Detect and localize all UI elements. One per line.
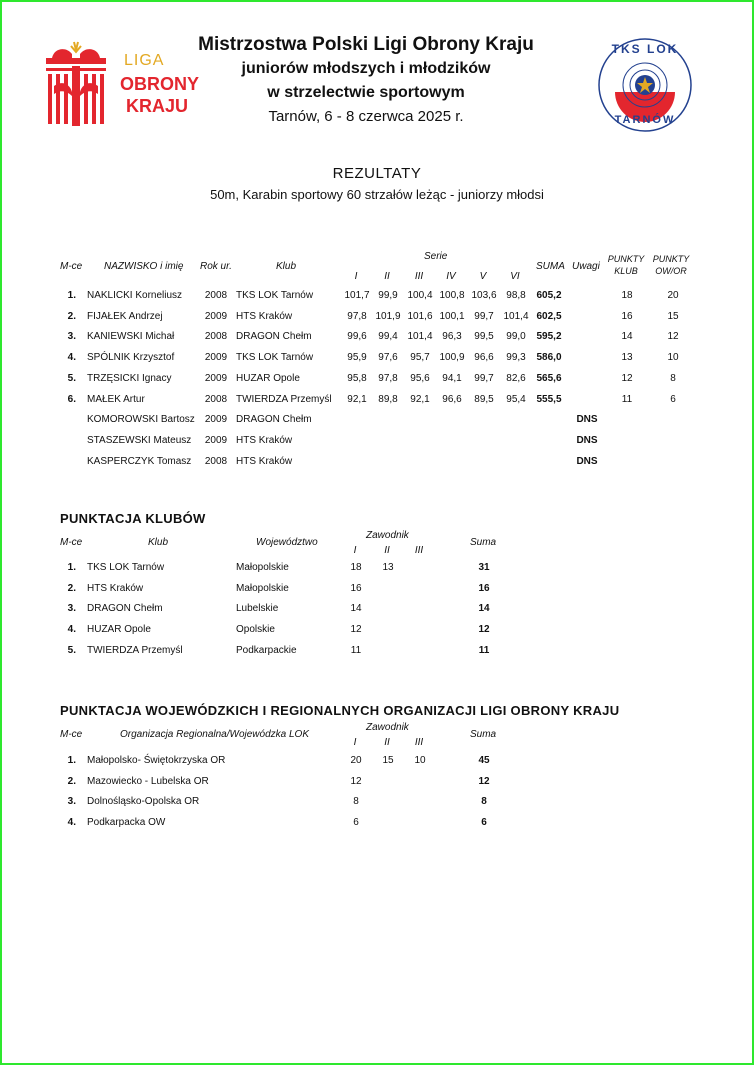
- row-series-6: 95,4: [506, 393, 526, 405]
- regions-row-sum: 12: [478, 775, 490, 787]
- regions-col-1: I: [353, 737, 357, 748]
- clubs-row-region: Opolskie: [236, 624, 275, 636]
- row-series-6: 82,6: [506, 372, 526, 384]
- row-series-1: 101,7: [344, 290, 370, 301]
- page-subtitle-2: w strzelectwie sportowym: [267, 84, 465, 101]
- logo-line-liga: LIGA: [124, 52, 165, 69]
- regions-section-title: PUNKTACJA WOJEWÓDZKICH I REGIONALNYCH ORGANIZACJI LIGI OBRONY KRAJU: [60, 703, 620, 718]
- row-sum: 586,0: [536, 352, 562, 364]
- tks-lok-logo: [596, 36, 694, 134]
- row-name: MAŁEK Artur: [87, 393, 145, 405]
- regions-row-place: 2.: [67, 775, 76, 787]
- row-series-5: 99,7: [474, 372, 494, 384]
- clubs-row-sum: 31: [478, 562, 490, 573]
- row-club-points: 13: [621, 352, 633, 364]
- row-name: SPÓLNIK Krzysztof: [87, 352, 175, 364]
- col-sum: SUMA: [536, 261, 565, 272]
- logo-line-obrony: OBRONY: [120, 74, 200, 94]
- row-ow-points: 10: [667, 352, 679, 364]
- row-year: 2009: [204, 352, 228, 364]
- col-series-group: Serie: [424, 251, 448, 262]
- regions-col-sum: Suma: [470, 729, 497, 740]
- row-club: TKS LOK Tarnów: [236, 352, 314, 364]
- row-place: 6.: [67, 393, 76, 405]
- results-title: REZULTATY: [332, 165, 422, 182]
- regions-row-org: Mazowiecko - Lubelska OR: [87, 775, 209, 787]
- row-name: KOMOROWSKI Bartosz: [87, 414, 195, 426]
- regions-row-org: Podkarpacka OW: [87, 817, 166, 829]
- row-series-4: 96,3: [442, 331, 462, 343]
- row-club: DRAGON Chełm: [236, 331, 312, 343]
- regions-row: [0, 817, 754, 831]
- regions-row-pts-1: 12: [350, 775, 362, 787]
- row-place: 3.: [67, 331, 76, 343]
- regions-row-org: Małopolsko- Świętokrzyska OR: [87, 755, 226, 766]
- row-series-1: 95,8: [347, 372, 367, 384]
- clubs-row-sum: 16: [478, 582, 490, 594]
- clubs-row-place: 3.: [67, 603, 76, 615]
- row-ow-points: 8: [670, 372, 676, 384]
- row-series-2: 97,6: [378, 352, 398, 364]
- clubs-row-club: TWIERDZA Przemyśl: [87, 644, 183, 656]
- clubs-row-sum: 12: [478, 624, 490, 636]
- clubs-row-pts-1: 16: [350, 582, 362, 594]
- row-sum: 595,2: [536, 331, 562, 343]
- row-series-3: 100,4: [407, 290, 433, 301]
- regions-col-org: Organizacja Regionalna/Wojewódzka LOK: [120, 729, 309, 740]
- clubs-row-club: DRAGON Chełm: [87, 603, 163, 615]
- row-series-1: 99,6: [347, 331, 367, 343]
- regions-col-place: M-ce: [60, 729, 83, 740]
- row-sum: 605,2: [536, 290, 562, 301]
- row-year: 2009: [204, 310, 228, 322]
- col-series-3: III: [414, 271, 424, 282]
- row-series-4: 100,9: [439, 352, 465, 364]
- regions-row-sum: 6: [481, 817, 487, 829]
- clubs-row-region: Podkarpackie: [236, 644, 297, 656]
- results-row: [0, 414, 754, 428]
- col-series-2: II: [384, 271, 390, 282]
- row-series-2: 101,9: [375, 310, 401, 322]
- clubs-row-pts-1: 12: [350, 624, 362, 636]
- clubs-col-region: Województwo: [256, 537, 318, 548]
- row-series-4: 96,6: [442, 393, 462, 405]
- row-notes: DNS: [576, 434, 598, 446]
- row-club: TKS LOK Tarnów: [236, 290, 314, 301]
- regions-col-3: III: [414, 737, 424, 748]
- row-year: 2009: [204, 372, 228, 384]
- regions-row-org: Dolnośląsko-Opolska OR: [87, 796, 200, 808]
- row-year: 2008: [204, 393, 228, 405]
- row-series-2: 89,8: [378, 393, 398, 405]
- row-year: 2009: [204, 434, 228, 446]
- row-series-3: 92,1: [410, 393, 430, 405]
- row-series-1: 97,8: [347, 310, 367, 322]
- row-series-5: 99,5: [474, 331, 494, 343]
- clubs-col-1: I: [353, 545, 357, 556]
- regions-col-2: II: [384, 737, 390, 748]
- results-row: [0, 311, 754, 325]
- clubs-row-place: 4.: [67, 624, 76, 636]
- results-row: [0, 352, 754, 366]
- page-title: Mistrzostwa Polski Ligi Obrony Kraju: [198, 34, 534, 55]
- clubs-row-sum: 14: [478, 603, 490, 615]
- col-club: Klub: [276, 261, 297, 272]
- col-series-4: IV: [446, 271, 456, 282]
- row-series-2: 99,4: [378, 331, 398, 343]
- col-place: M-ce: [60, 261, 83, 272]
- row-sum: 555,5: [536, 393, 562, 405]
- results-row: [0, 373, 754, 387]
- row-year: 2008: [204, 455, 228, 467]
- col-series-5: V: [479, 271, 487, 282]
- row-series-4: 94,1: [442, 372, 462, 384]
- clubs-row-club: HUZAR Opole: [87, 624, 151, 636]
- regions-row-pts-3: 10: [414, 755, 426, 766]
- row-ow-points: 12: [667, 331, 679, 343]
- col-club-points-1: PUNKTY: [607, 254, 645, 264]
- row-club: HUZAR Opole: [236, 372, 300, 384]
- row-series-1: 95,9: [347, 352, 367, 364]
- row-name: KANIEWSKI Michał: [87, 331, 175, 343]
- clubs-row-pts-1: 18: [350, 562, 362, 573]
- clubs-row: [0, 603, 754, 617]
- row-series-5: 103,6: [471, 290, 497, 301]
- row-place: 2.: [67, 310, 76, 322]
- row-place: 4.: [67, 352, 76, 364]
- row-sum: 602,5: [536, 310, 562, 322]
- row-series-5: 89,5: [474, 393, 494, 405]
- row-ow-points: 6: [670, 393, 676, 405]
- clubs-col-sum: Suma: [470, 537, 497, 548]
- competition-name: 50m, Karabin sportowy 60 strzałów leżąc - juniorzy młodsi: [210, 187, 544, 202]
- clubs-row-region: Małopolskie: [236, 582, 289, 594]
- clubs-col-2: II: [384, 545, 390, 556]
- regions-row: [0, 796, 754, 810]
- clubs-row: [0, 645, 754, 659]
- regions-row-pts-1: 6: [353, 817, 359, 829]
- row-name: STASZEWSKI Mateusz: [87, 434, 192, 446]
- row-series-6: 99,0: [506, 331, 526, 343]
- row-series-4: 100,8: [439, 290, 465, 301]
- clubs-row-pts-2: 13: [382, 562, 394, 573]
- regions-col-group: Zawodnik: [366, 722, 409, 733]
- row-series-6: 99,3: [506, 352, 526, 364]
- row-year: 2008: [204, 290, 228, 301]
- row-place: 5.: [67, 372, 76, 384]
- results-row: [0, 290, 754, 304]
- regions-row-pts-1: 8: [353, 796, 359, 808]
- regions-row-place: 3.: [67, 796, 76, 808]
- row-name: NAKLICKI Korneliusz: [87, 290, 183, 301]
- row-series-3: 95,6: [410, 372, 430, 384]
- row-club: HTS Kraków: [236, 434, 293, 446]
- location-date: Tarnów, 6 - 8 czerwca 2025 r.: [268, 108, 464, 125]
- clubs-row-place: 2.: [67, 582, 76, 594]
- results-row: [0, 331, 754, 345]
- row-series-3: 101,6: [407, 310, 433, 322]
- row-club-points: 18: [621, 290, 633, 301]
- row-club-points: 11: [621, 393, 633, 405]
- clubs-row-pts-1: 11: [350, 644, 362, 656]
- row-series-3: 95,7: [410, 352, 430, 364]
- regions-row: [0, 776, 754, 790]
- clubs-row-club: HTS Kraków: [87, 582, 144, 594]
- regions-row-pts-1: 20: [350, 755, 362, 766]
- clubs-row: [0, 624, 754, 638]
- clubs-row-club: TKS LOK Tarnów: [87, 562, 165, 573]
- results-row: [0, 435, 754, 449]
- row-series-6: 101,4: [503, 310, 529, 322]
- regions-row-sum: 8: [481, 796, 487, 808]
- logo-line-kraju: KRAJU: [126, 96, 189, 116]
- row-club: DRAGON Chełm: [236, 414, 312, 426]
- row-notes: DNS: [576, 455, 598, 467]
- regions-row-pts-2: 15: [382, 755, 394, 766]
- regions-row-sum: 45: [478, 755, 490, 766]
- col-series-1: I: [354, 271, 358, 282]
- clubs-row-sum: 11: [478, 644, 490, 656]
- tks-logo-top-text: TKS LOK: [611, 42, 679, 56]
- clubs-row: [0, 583, 754, 597]
- row-year: 2009: [204, 414, 228, 426]
- row-series-3: 101,4: [407, 331, 433, 343]
- row-club-points: 14: [621, 331, 633, 343]
- lok-logo: [44, 40, 200, 130]
- clubs-row-pts-1: 14: [350, 603, 362, 615]
- clubs-col-place: M-ce: [60, 537, 83, 548]
- col-notes: Uwagi: [572, 261, 600, 272]
- row-name: KASPERCZYK Tomasz: [87, 455, 192, 467]
- row-club: HTS Kraków: [236, 310, 293, 322]
- row-series-6: 98,8: [506, 290, 526, 301]
- row-ow-points: 15: [667, 310, 679, 322]
- row-series-4: 100,1: [439, 310, 465, 322]
- clubs-section-title: PUNKTACJA KLUBÓW: [60, 511, 206, 526]
- clubs-row: [0, 562, 754, 576]
- clubs-row-place: 5.: [67, 644, 76, 656]
- regions-row-place: 1.: [67, 755, 76, 766]
- row-club: HTS Kraków: [236, 455, 293, 467]
- col-ow-points-2: OW/OR: [655, 266, 687, 276]
- tks-logo-bottom-text: TARNÓW: [614, 114, 676, 126]
- row-series-1: 92,1: [347, 393, 367, 405]
- col-year: Rok ur.: [200, 261, 232, 272]
- row-club-points: 12: [621, 372, 633, 384]
- row-series-5: 96,6: [474, 352, 494, 364]
- row-name: TRZĘSICKI Ignacy: [87, 372, 172, 384]
- row-club-points: 16: [621, 310, 633, 322]
- row-name: FIJAŁEK Andrzej: [87, 310, 163, 322]
- clubs-row-region: Lubelskie: [236, 603, 279, 615]
- row-series-2: 97,8: [378, 372, 398, 384]
- clubs-row-place: 1.: [67, 562, 76, 573]
- clubs-col-group: Zawodnik: [366, 530, 409, 541]
- clubs-col-club: Klub: [148, 537, 169, 548]
- regions-row-place: 4.: [67, 817, 76, 829]
- col-ow-points-1: PUNKTY: [652, 254, 690, 264]
- row-club: TWIERDZA Przemyśl: [236, 393, 332, 405]
- clubs-row-region: Małopolskie: [236, 562, 289, 573]
- row-ow-points: 20: [667, 290, 679, 301]
- row-series-5: 99,7: [474, 310, 494, 322]
- row-place: 1.: [67, 290, 76, 301]
- results-row: [0, 456, 754, 470]
- col-name: NAZWISKO i imię: [104, 261, 184, 272]
- results-row: [0, 394, 754, 408]
- regions-row: [0, 755, 754, 769]
- page-subtitle-1: juniorów młodszych i młodzików: [241, 60, 491, 77]
- clubs-col-3: III: [414, 545, 424, 556]
- row-sum: 565,6: [536, 372, 562, 384]
- row-series-2: 99,9: [378, 290, 398, 301]
- col-series-6: VI: [510, 271, 520, 282]
- row-year: 2008: [204, 331, 228, 343]
- col-club-points-2: KLUB: [614, 266, 638, 276]
- row-notes: DNS: [576, 414, 598, 426]
